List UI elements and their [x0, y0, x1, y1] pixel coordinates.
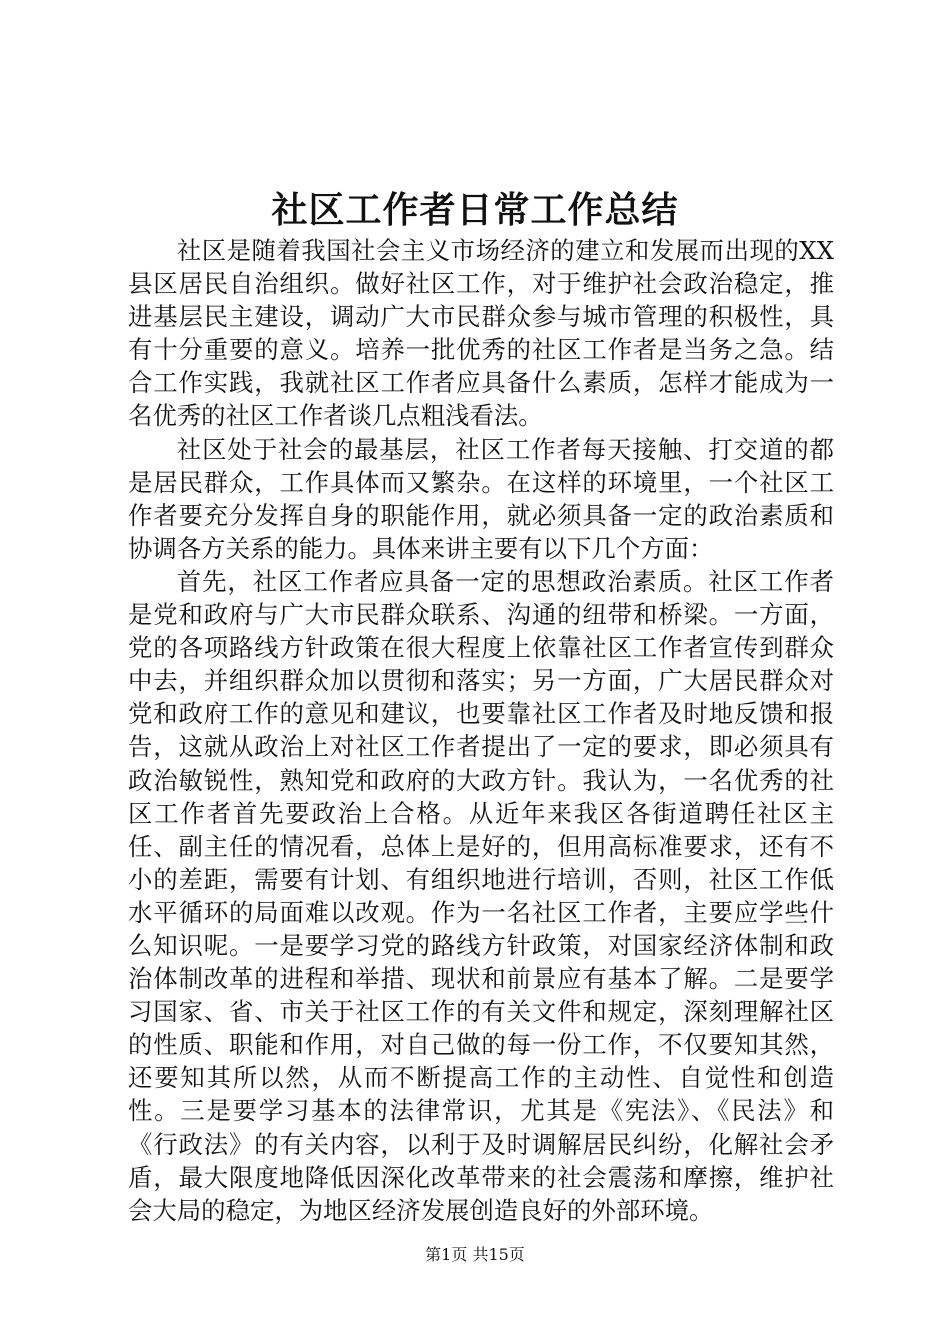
paragraph-1: 社区是随着我国社会主义市场经济的建立和发展而出现的XX县区居民自治组织。做好社区工作，对于维护社会政治稳定，推进基层民主建设，调动广大市民群众参与城市管理的积极性，具有十分重要的意义。培养一批优秀的社区工作者是当务之急。结合工作实践，我就社区工作者应具备什么素质，怎样才能成为一名优秀的社区工作者谈几点粗浅看法。 — [128, 236, 834, 431]
document-body — [128, 234, 834, 1227]
paragraph-2: 社区处于社会的最基层，社区工作者每天接触、打交道的都是居民群众，工作具体而又繁杂。在这样的环境里，一个社区工作者要充分发挥自身的职能作用，就必须具备一定的政治素质和协调各方关系的能力。具体来讲主要有以下几个方面： — [128, 434, 834, 563]
page-number-footer: 第1页 共15页 — [425, 1245, 525, 1264]
document-title: 社区工作者日常工作总结 — [271, 189, 679, 231]
paragraph-3: 首先，社区工作者应具备一定的思想政治素质。社区工作者是党和政府与广大市民群众联系、沟通的纽带和桥梁。一方面，党的各项路线方针政策在很大程度上依靠社区工作者宣传到群众中去，并组织群众加以贯彻和落实；另一方面，广大居民群众对党和政府工作的意见和建议，也要靠社区工作者及时地反馈和报告，这就从政治上对社区工作者提出了一定的要求，即必须具有政治敏锐性，熟知党和政府的大政方针。我认为，一名优秀的社区工作者首先要政治上合格。从近年来我区各街道聘任社区主任、副主任的情况看，总体上是好的，但用高标准要求，还有不小的差距，需要有计划、有组织地进行培训，否则，社区工作低水平循环的局面难以改观。作为一名社区工作者，主要应学些什么知识呢。一是要学习党的路线方针政策，对国家经济体制和政治体制改革的进程和举措、现状和前景应有基本了解。二是要学习国家、省、市关于社区工作的有关文件和规定，深刻理解社区的性质、职能和作用，对自己做的每一份工作，不仅要知其然，还要知其所以然，从而不断提高工作的主动性、自觉性和创造性。三是要学习基本的法律常识，尤其是《宪法》、《民法》和《行政法》的有关内容，以利于及时调解居民纠纷，化解社会矛盾，最大限度地降低因深化改革带来的社会震荡和摩擦，维护社会大局的稳定，为地区经济发展创造良好的外部环境。 — [128, 566, 834, 1225]
